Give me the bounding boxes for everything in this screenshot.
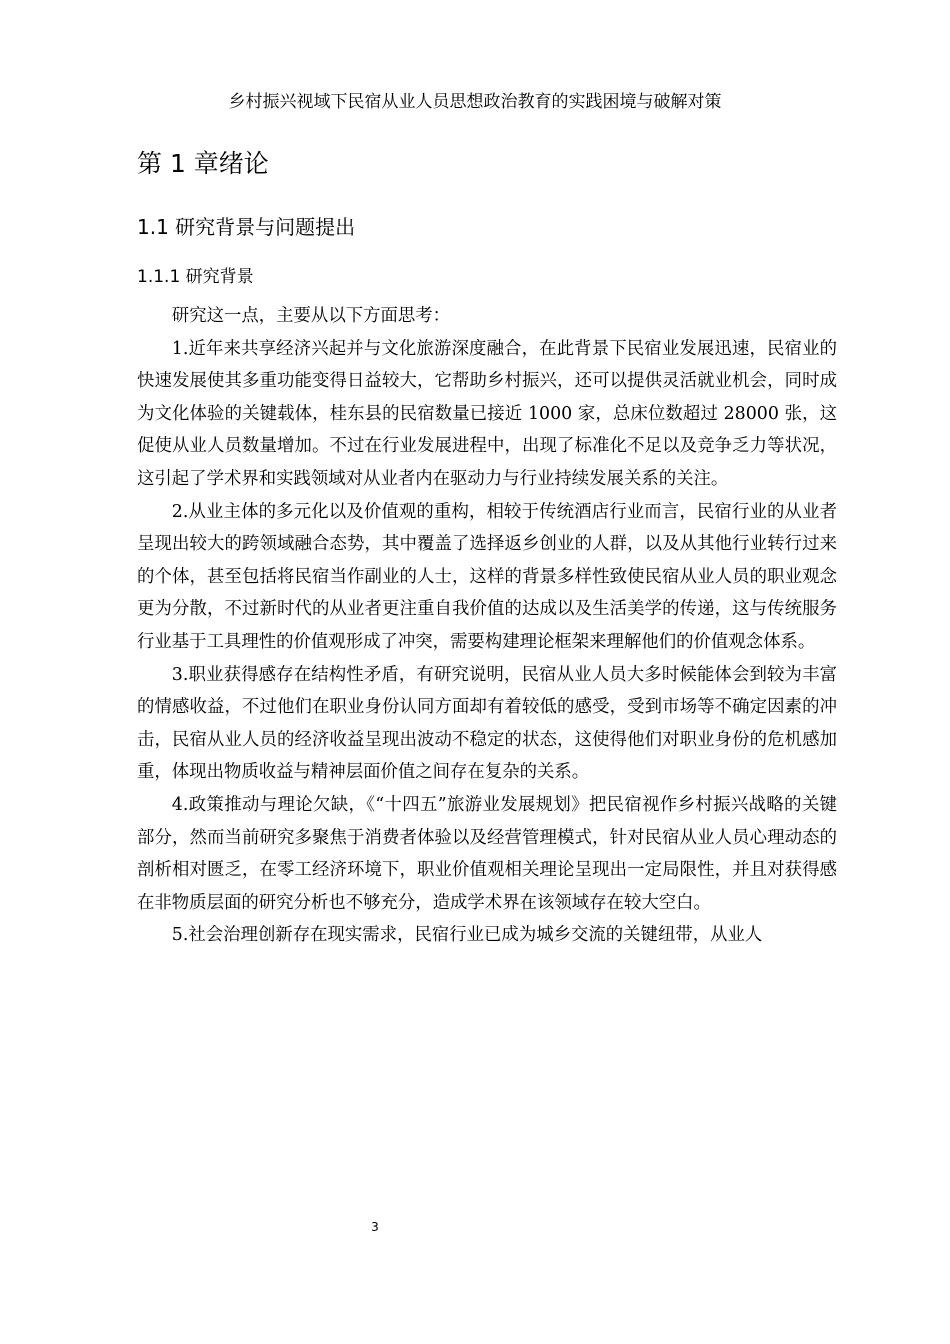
paragraph-point-4: 4.政策推动与理论欠缺，《“十四五”旅游业发展规划》把民宿视作乡村振兴战略的关键部分，然而当前研究多聚焦于消费者体验以及经营管理模式，针对民宿从业人员心理动态的剖析相对匮乏，在零工经济环境下，职业价值观相关理论呈现出一定局限性，并且对获得感在非物质层面的研究分析也不够充分，造成学术界在该领域存在较大空白。 xyxy=(137,794,837,913)
body-text xyxy=(137,300,837,952)
paragraph-point-1: 1.近年来共享经济兴起并与文化旅游深度融合，在此背景下民宿业发展迅速，民宿业的快速发展使其多重功能变得日益较大，它帮助乡村振兴，还可以提供灵活就业机会，同时成为文化体验的关键载体，桂东县的民宿数量已接近 1000 家，总床位数超过 28000 张，这促使从业人员数量增加。不过在行业发展进程中，出现了标准化不足以及竞争乏力等状况，这引起了学术界和实践领域对从业者内在驱动力与行业持续发展关系的关注。 xyxy=(137,338,837,489)
paragraph-intro: 研究这一点，主要从以下方面思考： xyxy=(171,306,451,326)
running-header: 乡村振兴视域下民宿从业人员思想政治教育的实践困境与破解对策 xyxy=(228,92,722,112)
chapter-title: 第 1 章绪论 xyxy=(137,149,269,178)
section-title: 1.1 研究背景与问题提出 xyxy=(137,215,356,239)
page-number: 3 xyxy=(371,1220,379,1234)
subsection-title: 1.1.1 研究背景 xyxy=(137,267,254,287)
paragraph-point-2: 2.从业主体的多元化以及价值观的重构，相较于传统酒店行业而言，民宿行业的从业者呈现出较大的跨领域融合态势，其中覆盖了选择返乡创业的人群，以及从其他行业转行过来的个体，甚至包括将民宿当作副业的人士，这样的背景多样性致使民宿从业人员的职业观念更为分散，不过新时代的从业者更注重自我价值的达成以及生活美学的传递，这与传统服务行业基于工具理性的价值观形成了冲突，需要构建理论框架来理解他们的价值观念体系。 xyxy=(137,501,837,652)
paragraph-point-3: 3.职业获得感存在结构性矛盾，有研究说明，民宿从业人员大多时候能体会到较为丰富的情感收益，不过他们在职业身份认同方面却有着较低的感受，受到市场等不确定因素的冲击，民宿从业人员的经济收益呈现出波动不稳定的状态，这使得他们对职业身份的危机感加重，体现出物质收益与精神层面价值之间存在复杂的关系。 xyxy=(137,664,837,783)
paragraph-point-5: 5.社会治理创新存在现实需求，民宿行业已成为城乡交流的关键纽带，从业人 xyxy=(171,925,763,946)
